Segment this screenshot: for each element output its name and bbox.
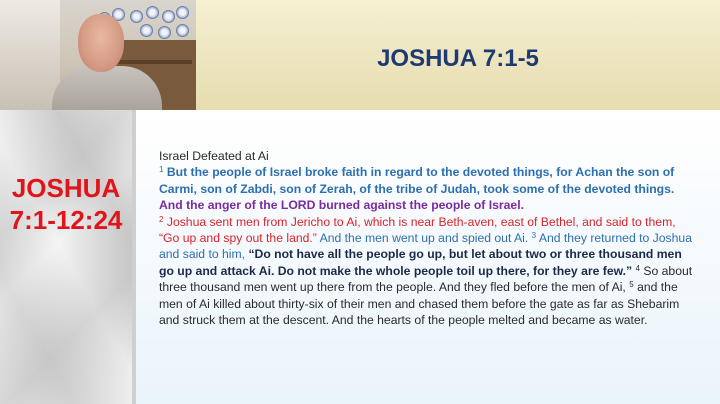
decorative-plate: [130, 10, 143, 23]
verse-1-text-end: And the anger of the LORD burned against the people of Israel.: [159, 198, 524, 213]
verse-3-text: And they returned to Joshua and said to him,: [159, 231, 692, 262]
verse-2-text: Joshua sent men from Jericho to Ai, which is near Beth-aven, east of Bethel, and said to them, “Go up and spy out the land.”: [159, 214, 676, 246]
book-name: JOSHUA: [11, 173, 121, 203]
scripture-panel: [132, 110, 720, 404]
webcam-window-light: [0, 0, 60, 110]
chapter-range: 7:1-12:24: [9, 205, 123, 235]
verse-number: 3: [531, 231, 537, 241]
decorative-plate: [146, 6, 159, 19]
decorative-plate: [162, 10, 175, 23]
verse-2-text-end: And the men went up and spied out Ai.: [319, 231, 529, 246]
decorative-plate: [140, 24, 153, 37]
passage-heading: Israel Defeated at Ai: [159, 149, 269, 163]
verse-4-text: So about three thousand men went up there from the people. And they fled before the men of Ai,: [159, 263, 693, 295]
slide-title: JOSHUA 7:1-5: [377, 45, 539, 72]
decorative-plate: [176, 6, 189, 19]
title-banner: [196, 0, 720, 110]
verse-number: 4: [635, 263, 640, 273]
verse-number: 2: [159, 214, 164, 224]
verse-3-quote: “Do not have all the people go up, but let about two or three thousand men go up and attack Ai. Do not make the whole people toil up there, for they are few.”: [159, 247, 682, 278]
book-range-title: [0, 172, 132, 236]
decorative-plate: [176, 24, 189, 37]
scripture-passage: [159, 148, 699, 328]
verse-number: 5: [629, 280, 634, 290]
presenter-head: [78, 14, 124, 72]
webcam-video-feed: [0, 0, 196, 110]
verse-5-text: and the men of Ai killed about thirty-six of their men and chased them before the gate as far as Shebarim and struck them at the descent. And the hearts of the people melted and became as water.: [159, 280, 680, 328]
verse-1-text: But the people of Israel broke faith in regard to the devoted things, for Achan the son of Carmi, son of Zabdi, son of Zerah, of the tribe of Judah, took some of the devoted things.: [159, 165, 675, 196]
decorative-plate: [158, 26, 171, 39]
marble-side-panel: [0, 110, 132, 404]
verse-number: 1: [159, 165, 164, 175]
